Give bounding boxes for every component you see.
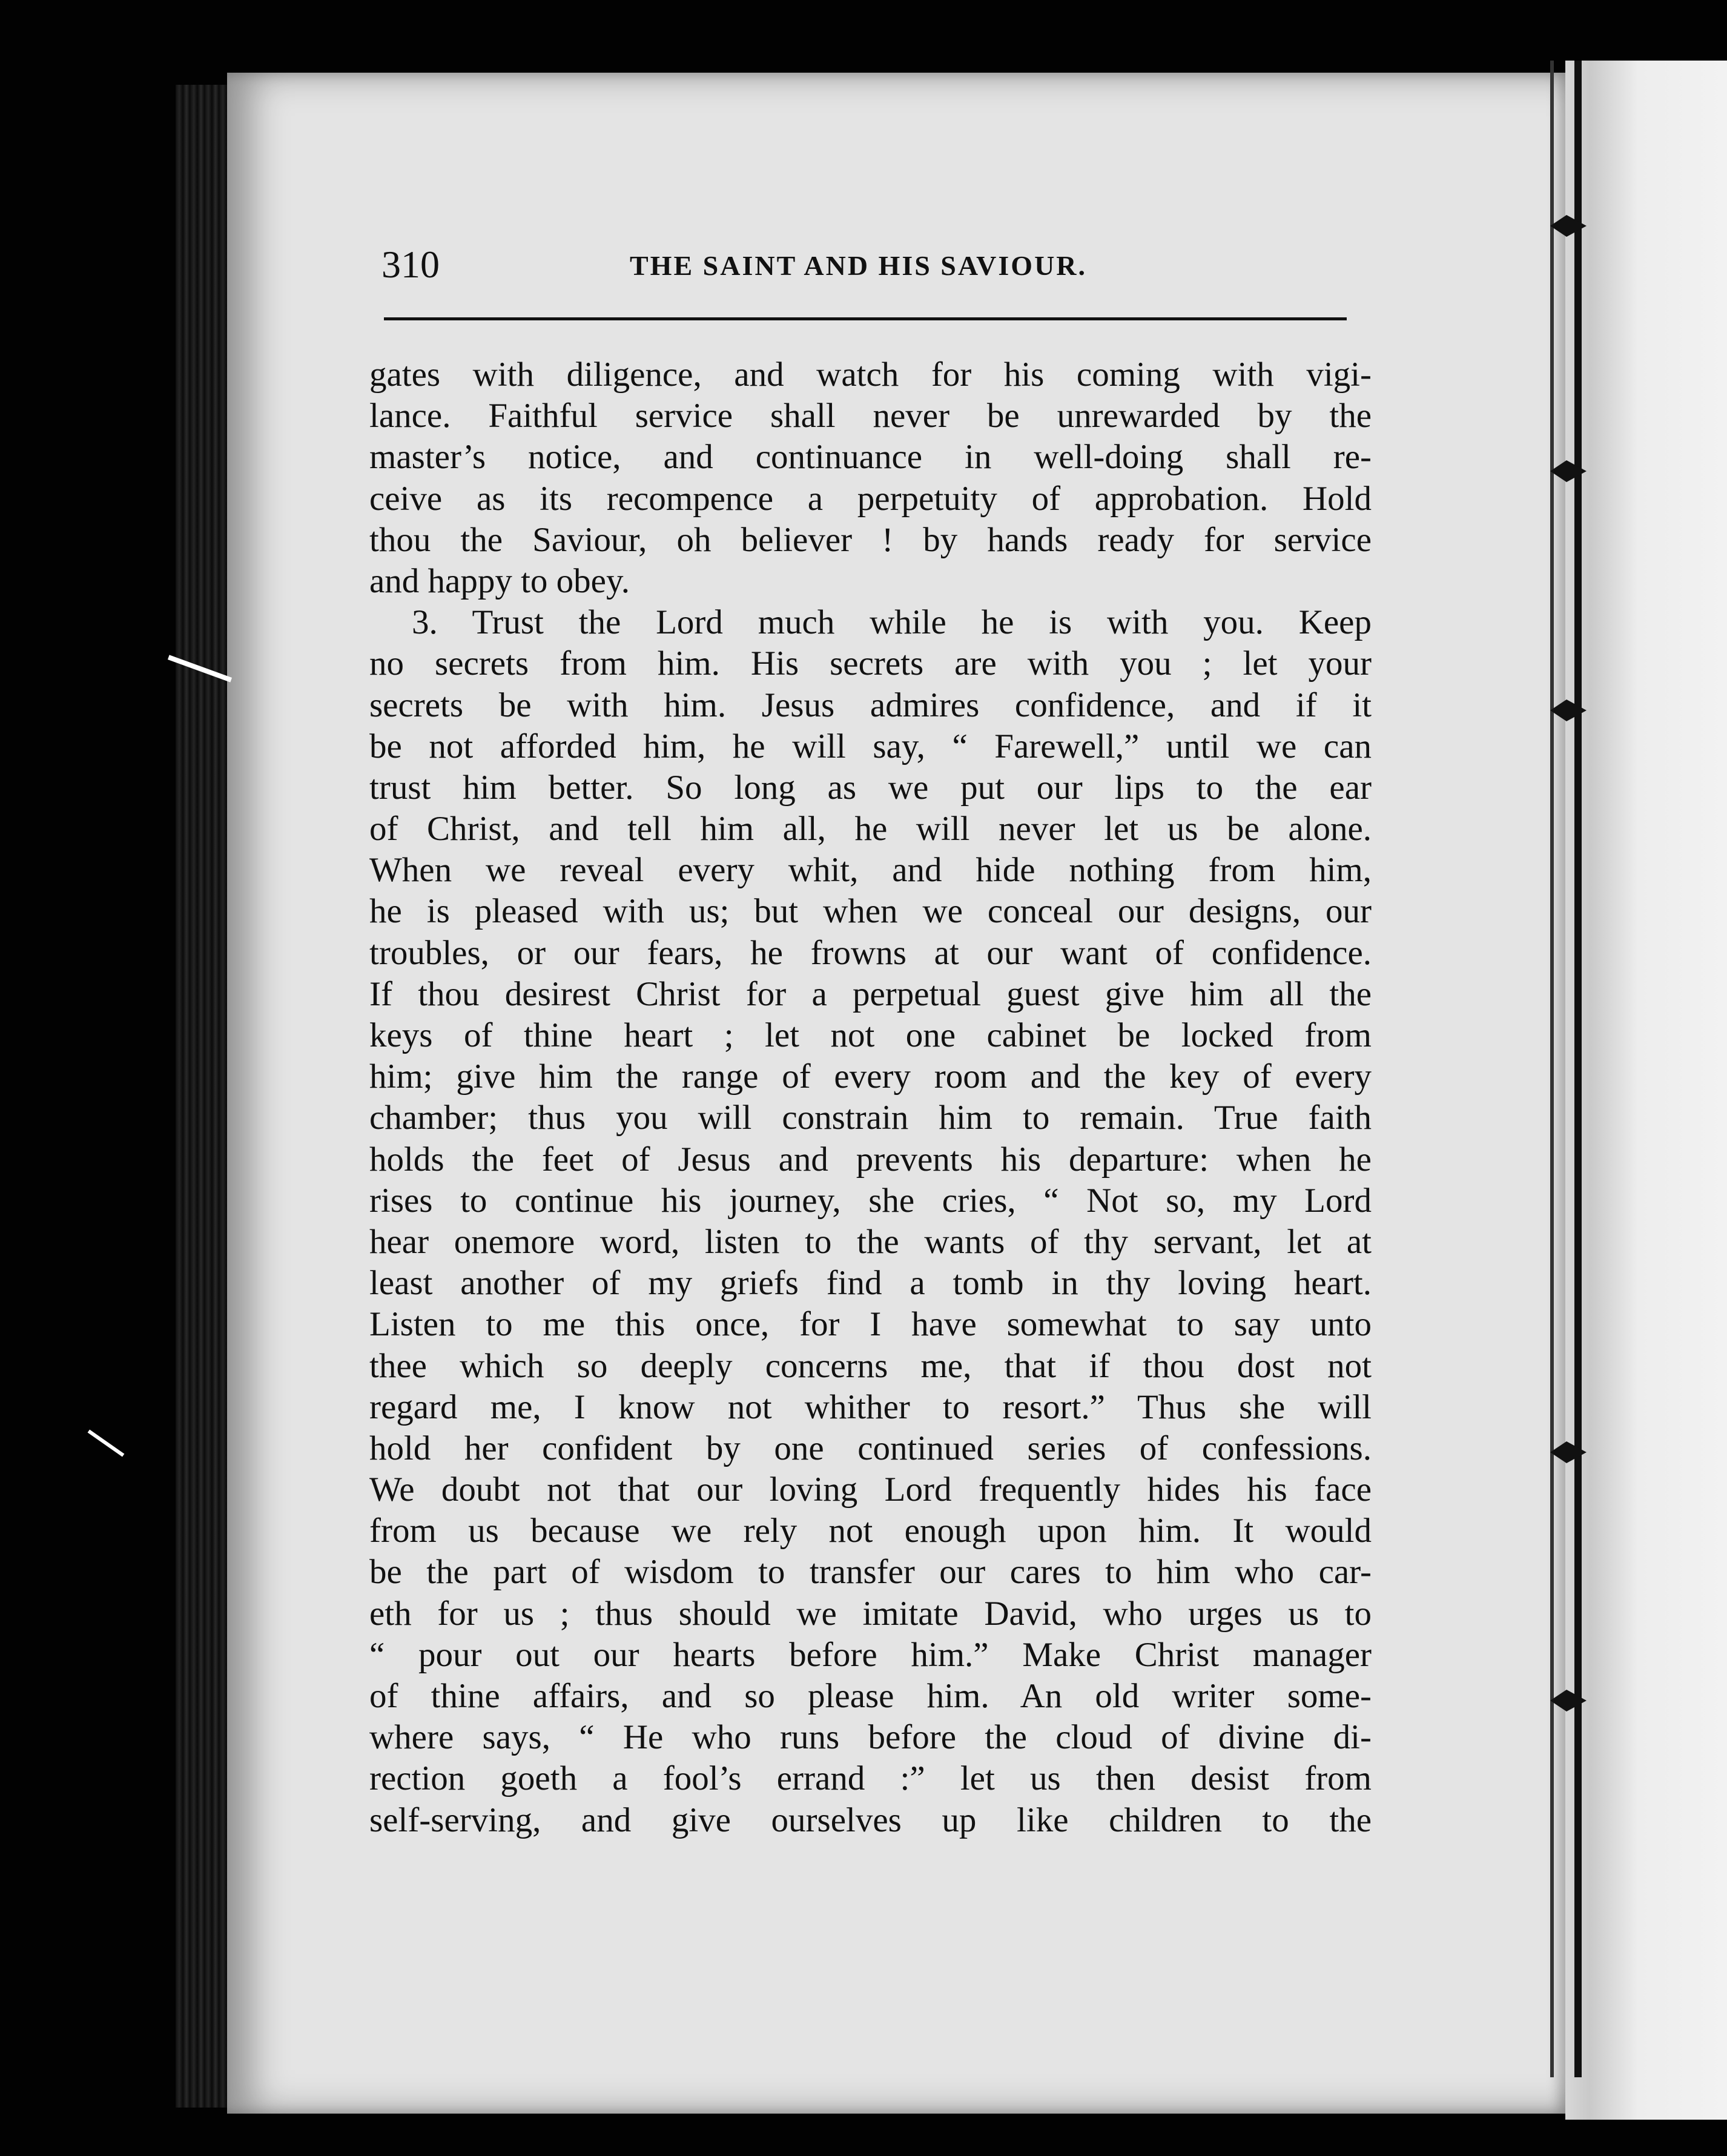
text-line: trust him better. So long as we put our lips to the ear	[369, 768, 1372, 807]
text-line: If thou desirest Christ for a perpetual guest give him all the	[369, 974, 1372, 1013]
text-line: him; give him the range of every room and the key of every	[369, 1057, 1372, 1096]
text-line: lance. Faithful service shall never be unrewarded by the	[369, 397, 1372, 435]
page-header	[381, 242, 1347, 291]
text-line: where says, “ He who runs before the cloud of divine di-	[369, 1718, 1372, 1757]
text-line: When we reveal every whit, and hide nothing from him,	[369, 851, 1372, 890]
text-line: rection goeth a fool’s errand :” let us then desist from	[369, 1759, 1372, 1798]
binding-shadow-line	[1550, 61, 1554, 2077]
text-line: secrets be with him. Jesus admires confidence, and if it	[369, 686, 1372, 724]
page-stack-edge	[176, 85, 230, 2108]
running-title: THE SAINT AND HIS SAVIOUR.	[630, 250, 1088, 281]
text-line: master’s notice, and continuance in well-doing shall re-	[369, 438, 1372, 477]
text-line: We doubt not that our loving Lord frequently hides his face	[369, 1470, 1372, 1509]
text-line: chamber; thus you will constrain him to remain. True faith	[369, 1099, 1372, 1137]
text-line: he is pleased with us; but when we conceal our designs, our	[369, 892, 1372, 931]
text-line: regard me, I know not whither to resort.” Thus she will	[369, 1387, 1372, 1426]
page-number: 310	[381, 243, 440, 286]
text-line: of Christ, and tell him all, he will never let us be alone.	[369, 810, 1372, 848]
text-line: keys of thine heart ; let not one cabinet be locked from	[369, 1016, 1372, 1054]
scan-artifact	[88, 1429, 125, 1457]
text-line: least another of my griefs find a tomb in thy loving heart.	[369, 1264, 1372, 1303]
book-binding	[1565, 61, 1727, 2120]
text-line: rises to continue his journey, she cries, “ Not so, my Lord	[369, 1181, 1372, 1220]
text-line: be the part of wisdom to transfer our cares to him who car-	[369, 1553, 1372, 1592]
text-line: gates with diligence, and watch for his coming with vigi-	[369, 355, 1372, 394]
text-line: Listen to me this once, for I have somewhat to say unto	[369, 1305, 1372, 1344]
text-line: “ pour out our hearts before him.” Make Christ manager	[369, 1635, 1372, 1674]
text-line: of thine affairs, and so please him. An old writer some-	[369, 1677, 1372, 1715]
text-line: no secrets from him. His secrets are with you ; let your	[369, 644, 1372, 683]
text-line: from us because we rely not enough upon him. It would	[369, 1512, 1372, 1550]
header-rule	[384, 317, 1347, 320]
text-line: thou the Saviour, oh believer ! by hands ready for service	[369, 520, 1372, 559]
text-line: 3. Trust the Lord much while he is with you. Keep	[412, 603, 1372, 642]
text-line: eth for us ; thus should we imitate David, who urges us to	[369, 1594, 1372, 1633]
text-line: hold her confident by one continued series of confessions.	[369, 1429, 1372, 1467]
text-line: holds the feet of Jesus and prevents his departure: when he	[369, 1140, 1372, 1179]
text-line: and happy to obey.	[369, 561, 630, 600]
text-line: ceive as its recompence a perpetuity of approbation. Hold	[369, 479, 1372, 518]
text-line: self-serving, and give ourselves up like children to the	[369, 1801, 1372, 1839]
binding-spine-line	[1574, 61, 1582, 2077]
text-line: thee which so deeply concerns me, that if thou dost not	[369, 1346, 1372, 1385]
text-line: troubles, or our fears, he frowns at our want of confidence.	[369, 933, 1372, 972]
body-text	[369, 354, 1372, 1841]
text-line: hear onemore word, listen to the wants of thy servant, let at	[369, 1222, 1372, 1261]
text-line: be not afforded him, he will say, “ Farewell,” until we can	[369, 727, 1372, 766]
